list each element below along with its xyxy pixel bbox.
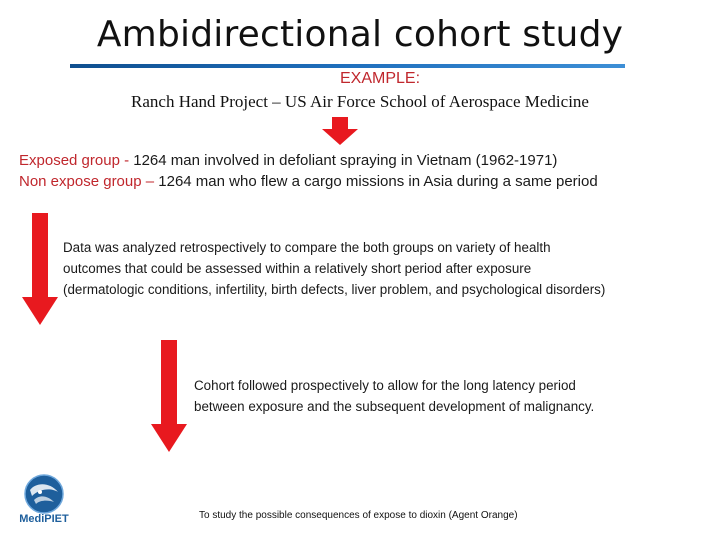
non-exposed-group-line bbox=[19, 171, 598, 192]
text-line: Data was analyzed retrospectively to compare the both groups on variety of health bbox=[63, 240, 551, 255]
footnote: To study the possible consequences of expose to dioxin (Agent Orange) bbox=[199, 510, 518, 521]
down-arrow-icon bbox=[22, 213, 58, 327]
retrospective-analysis-text bbox=[63, 237, 703, 300]
example-label: EXAMPLE: bbox=[339, 70, 421, 87]
text-line: (dermatologic conditions, infertility, birth defects, liver problem, and psychological disorders) bbox=[63, 282, 606, 297]
non-exposed-group-text: 1264 man who flew a cargo missions in Asia during a same period bbox=[158, 173, 598, 190]
down-arrow-icon bbox=[151, 340, 187, 454]
slide-title: Ambidirectional cohort study bbox=[96, 14, 624, 55]
exposed-group-label: Exposed group - bbox=[19, 152, 134, 169]
down-arrow-icon bbox=[320, 117, 360, 147]
non-exposed-group-label: Non expose group – bbox=[19, 173, 159, 190]
exposed-group-line bbox=[19, 150, 598, 171]
groups-description bbox=[19, 150, 598, 192]
title-underline bbox=[70, 64, 625, 68]
text-line: outcomes that could be assessed within a relatively short period after exposure bbox=[63, 261, 532, 276]
text-line: Cohort followed prospectively to allow for the long latency period bbox=[194, 378, 576, 393]
exposed-group-text: 1264 man involved in defoliant spraying in Vietnam (1962-1971) bbox=[133, 152, 558, 169]
study-subtitle: Ranch Hand Project – US Air Force School of Aerospace Medicine bbox=[131, 92, 589, 111]
medipiet-logo-text: MediPIET bbox=[19, 513, 69, 525]
text-line: between exposure and the subsequent development of malignancy. bbox=[194, 399, 595, 414]
prospective-followup-text bbox=[194, 375, 694, 417]
